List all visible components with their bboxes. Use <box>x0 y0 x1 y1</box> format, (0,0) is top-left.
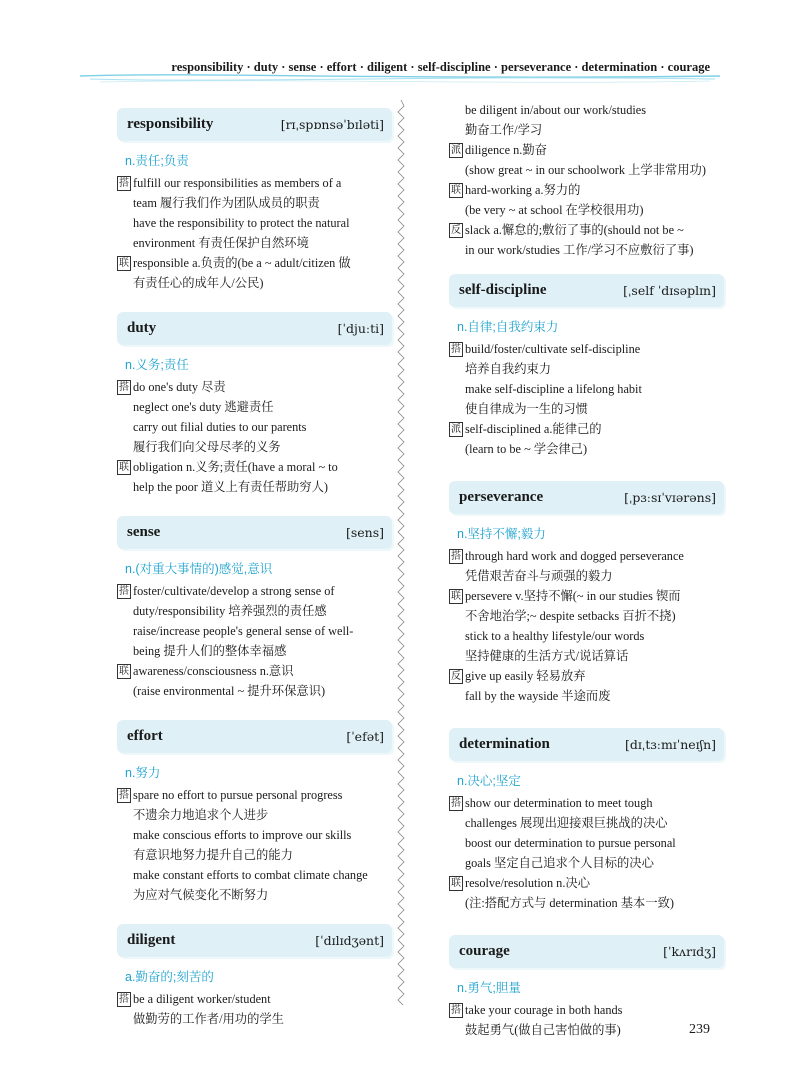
usage-line: (show great ~ in our schoolwork 上学非常用功) <box>465 163 706 177</box>
usage-tag: 联 <box>119 462 129 473</box>
phonetic: [ˌself ˈdɪsəplɪn] <box>623 283 716 298</box>
usage-line: in our work/studies 工作/学习不应敷衍了事) <box>465 243 694 257</box>
headword-box <box>449 274 724 307</box>
usage-line: resolve/resolution n.决心 <box>465 876 590 890</box>
usage-tag: 派 <box>451 145 461 156</box>
usage-line: help the poor 道义上有责任帮助穷人) <box>133 480 329 494</box>
headword-box <box>117 108 392 141</box>
usage-tag: 联 <box>119 258 129 269</box>
usage-group <box>449 586 724 666</box>
usage-line: environment 有责任保护自然环境 <box>133 236 309 250</box>
headword-box <box>449 728 724 761</box>
usage-line: raise/increase people's general sense of well- <box>133 624 354 638</box>
usage-line: give up easily 轻易放弃 <box>465 669 586 683</box>
usage-line: be diligent in/about our work/studies <box>465 103 647 117</box>
usage-line: through hard work and dogged perseverance <box>465 549 684 563</box>
part-of-speech: n.决心;坚定 <box>457 774 521 788</box>
headword: responsibility <box>127 116 214 132</box>
usage-line: carry out filial duties to our parents <box>133 420 307 434</box>
column-divider <box>396 100 406 1005</box>
usage-tag: 搭 <box>451 551 461 562</box>
entry-sense <box>117 516 392 701</box>
phonetic: [sens] <box>345 525 384 540</box>
phonetic: [ˈdɪlɪdʒənt] <box>315 933 384 948</box>
usage-line: responsible a.负责的(be a ~ adult/citizen 做 <box>133 256 351 270</box>
part-of-speech: n.义务;责任 <box>125 358 189 372</box>
usage-group <box>449 666 724 706</box>
usage-tag: 搭 <box>451 1005 461 1016</box>
phonetic: [ˈefət] <box>346 729 384 744</box>
usage-tag: 反 <box>451 225 461 236</box>
usage-line: 有意识地努力提升自己的能力 <box>133 848 293 862</box>
usage-group <box>117 581 392 661</box>
usage-line: self-disciplined a.能律己的 <box>465 422 602 436</box>
usage-line: (注:搭配方式与 determination 基本一致) <box>465 896 675 910</box>
headword: effort <box>127 728 163 744</box>
header-title: responsibility · duty · sense · effort · diligent · self-discipline · perseverance · determination · courage <box>171 60 710 74</box>
headword-box <box>117 312 392 345</box>
usage-line: build/foster/cultivate self-discipline <box>465 342 641 356</box>
usage-line: goals 坚定自己追求个人目标的决心 <box>465 856 654 870</box>
headword: self-discipline <box>459 282 547 298</box>
usage-group <box>117 457 392 497</box>
usage-group <box>449 546 724 586</box>
usage-line: 勤奋工作/学习 <box>465 123 543 137</box>
entry-self-discipline <box>449 274 724 459</box>
headword: courage <box>459 943 510 959</box>
usage-line: being 提升人们的整体幸福感 <box>133 644 287 658</box>
headword: duty <box>127 320 157 336</box>
part-of-speech: n.勇气;胆量 <box>457 981 521 995</box>
phonetic: [dɪˌtɜːmɪˈneɪʃn] <box>625 737 716 752</box>
usage-line: 使自律成为一生的习惯 <box>465 402 588 416</box>
part-of-speech: n.(对重大事情的)感觉,意识 <box>125 562 273 576</box>
phonetic: [ˌpɜːsɪˈvɪərəns] <box>624 490 716 505</box>
usage-line: (raise environmental ~ 提升环保意识) <box>133 684 326 698</box>
usage-tag: 反 <box>451 671 461 682</box>
headword-box <box>449 481 724 514</box>
headword: determination <box>459 736 550 752</box>
usage-group <box>117 661 392 701</box>
usage-line: 凭借艰苦奋斗与顽强的毅力 <box>465 569 613 583</box>
usage-line: persevere v.坚持不懈(~ in our studies 锲而 <box>465 589 681 603</box>
page-number: 239 <box>689 1022 710 1037</box>
usage-tag: 联 <box>451 185 461 196</box>
part-of-speech: n.坚持不懈;毅力 <box>457 527 546 541</box>
usage-line: 做勤劳的工作者/用功的学生 <box>133 1012 284 1026</box>
page-header <box>0 0 800 95</box>
entry-diligent <box>117 924 392 1029</box>
usage-tag: 搭 <box>119 382 129 393</box>
usage-group <box>449 1000 724 1040</box>
usage-group <box>117 253 392 293</box>
usage-tag: 联 <box>451 591 461 602</box>
entry-determination <box>449 728 724 913</box>
usage-tag: 搭 <box>119 178 129 189</box>
part-of-speech: n.自律;自我约束力 <box>457 320 559 334</box>
entry-perseverance <box>449 481 724 706</box>
usage-line: (be very ~ at school 在学校很用功) <box>465 203 644 217</box>
usage-line: have the responsibility to protect the natural <box>133 216 350 230</box>
usage-line: foster/cultivate/develop a strong sense of <box>133 584 335 598</box>
usage-group <box>449 180 724 220</box>
usage-line: slack a.懈怠的;敷衍了事的(should not be ~ <box>465 223 684 237</box>
usage-line: make constant efforts to combat climate change <box>133 868 368 882</box>
usage-line: 不舍地治学;~ despite setbacks 百折不挠) <box>465 609 676 623</box>
headword-box <box>117 924 392 957</box>
headword-box <box>449 935 724 968</box>
usage-line: spare no effort to pursue personal progress <box>133 788 343 802</box>
usage-tag: 派 <box>451 424 461 435</box>
usage-tag: 搭 <box>119 994 129 1005</box>
usage-line: boost our determination to pursue personal <box>465 836 676 850</box>
usage-line: make conscious efforts to improve our skills <box>133 828 352 842</box>
usage-line: 履行我们向父母尽孝的义务 <box>133 440 281 454</box>
usage-line: team 履行我们作为团队成员的职责 <box>133 196 320 210</box>
part-of-speech: a.勤奋的;刻苦的 <box>125 970 214 984</box>
headword: diligent <box>127 932 176 948</box>
usage-tag: 搭 <box>451 344 461 355</box>
entry-duty <box>117 312 392 497</box>
usage-line: show our determination to meet tough <box>465 796 653 810</box>
usage-group <box>449 100 724 140</box>
usage-tag: 搭 <box>119 790 129 801</box>
entry-effort <box>117 720 392 905</box>
usage-line: obligation n.义务;责任(have a moral ~ to <box>133 460 338 474</box>
usage-line: duty/responsibility 培养强烈的责任感 <box>133 604 327 618</box>
usage-line: (learn to be ~ 学会律己) <box>465 442 588 456</box>
usage-line: challenges 展现出迎接艰巨挑战的决心 <box>465 816 668 830</box>
phonetic: [rɪˌspɒnsəˈbɪləti] <box>280 117 384 132</box>
usage-line: hard-working a.努力的 <box>465 183 581 197</box>
usage-line: 鼓起勇气(做自己害怕做的事) <box>465 1023 621 1037</box>
usage-group <box>449 873 724 913</box>
usage-group <box>449 140 724 180</box>
usage-group <box>117 785 392 905</box>
usage-line: be a diligent worker/student <box>133 992 271 1006</box>
usage-tag: 搭 <box>119 586 129 597</box>
headword-box <box>117 516 392 549</box>
headword: perseverance <box>459 489 544 505</box>
header-wave-decoration <box>0 70 800 88</box>
usage-line: do one's duty 尽责 <box>133 380 226 394</box>
usage-tag: 联 <box>451 878 461 889</box>
usage-line: stick to a healthy lifestyle/our words <box>465 629 645 643</box>
usage-line: 为应对气候变化不断努力 <box>133 888 269 902</box>
usage-group <box>449 339 724 419</box>
usage-group <box>449 419 724 459</box>
usage-line: make self-discipline a lifelong habit <box>465 382 642 396</box>
headword: sense <box>127 524 161 540</box>
usage-line: 有责任心的成年人/公民) <box>133 276 264 290</box>
part-of-speech: n.努力 <box>125 766 161 780</box>
right-column <box>449 100 724 1062</box>
usage-line: 培养自我约束力 <box>465 362 552 376</box>
left-column <box>117 100 392 1048</box>
usage-line: diligence n.勤奋 <box>465 143 547 157</box>
usage-line: take your courage in both hands <box>465 1003 623 1017</box>
usage-line: fall by the wayside 半途而废 <box>465 689 611 703</box>
usage-line: neglect one's duty 逃避责任 <box>133 400 274 414</box>
usage-group <box>449 793 724 873</box>
entry-diligent-continued <box>449 100 724 260</box>
usage-group <box>117 173 392 253</box>
usage-group <box>449 220 724 260</box>
usage-line: fulfill our responsibilities as members of a <box>133 176 342 190</box>
usage-group <box>117 989 392 1029</box>
phonetic: [ˈkʌrɪdʒ] <box>663 944 716 959</box>
entry-responsibility <box>117 108 392 293</box>
headword-box <box>117 720 392 753</box>
usage-tag: 联 <box>119 666 129 677</box>
usage-line: 不遗余力地追求个人进步 <box>133 808 269 822</box>
usage-line: 坚持健康的生活方式/说话算话 <box>465 649 629 663</box>
usage-line: awareness/consciousness n.意识 <box>133 664 294 678</box>
part-of-speech: n.责任;负责 <box>125 154 189 168</box>
usage-tag: 搭 <box>451 798 461 809</box>
phonetic: [ˈdjuːti] <box>337 321 384 336</box>
entry-courage <box>449 935 724 1040</box>
usage-group <box>117 377 392 457</box>
